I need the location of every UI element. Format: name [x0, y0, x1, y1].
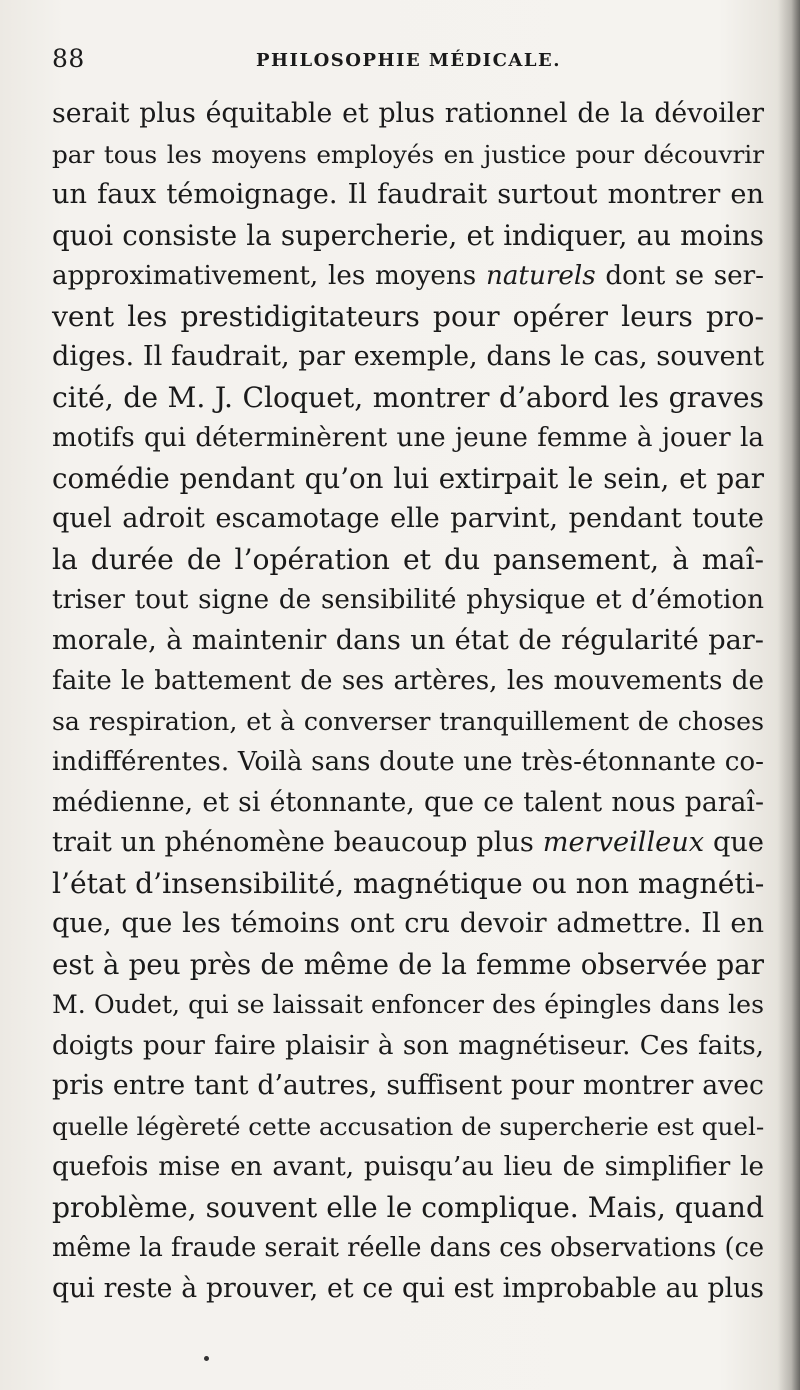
text-line: qui reste à prouver, et ce qui est improbable au plus	[52, 1272, 764, 1304]
text-line: la durée de l’opération et du pansement, à maî-	[52, 542, 764, 576]
text-line: quelle légèreté cette accusation de supercherie est quel-	[52, 1111, 765, 1141]
text-line: médienne, et si étonnante, que ce talent nous paraî-	[52, 786, 764, 818]
text-line: approximativement, les moyens naturels dont se ser-	[52, 261, 764, 291]
text-line: que, que les témoins ont cru devoir admettre. Il en	[52, 908, 764, 939]
text-line: M. Oudet, qui se laissait enfoncer des épingles dans les	[52, 990, 764, 1019]
text-line: l’état d’insensibilité, magnétique ou non magnéti-	[52, 866, 765, 900]
page-number: 88	[52, 44, 85, 73]
text-line: vent les prestidigitateurs pour opérer leurs pro-	[52, 299, 764, 333]
page-header	[52, 44, 752, 84]
text-line: doigts pour faire plaisir à son magnétiseur. Ces faits,	[52, 1030, 764, 1061]
text-line: quefois mise en avant, puisqu’au lieu de simplifier le	[52, 1152, 764, 1182]
text-line: sa respiration, et à converser tranquillement de choses	[52, 706, 764, 736]
text-line: morale, à maintenir dans un état de régularité par-	[52, 624, 764, 656]
text-line: est à peu près de même de la femme observée par	[52, 947, 764, 981]
text-line: par tous les moyens employés en justice pour découvrir	[52, 139, 764, 169]
text-line: même la fraude serait réelle dans ces observations (ce	[52, 1233, 765, 1263]
text-line: pris entre tant d’autres, suffisent pour montrer avec	[52, 1070, 764, 1101]
text-line: quel adroit escamotage elle parvint, pendant toute	[52, 503, 764, 534]
page-gutter-shadow	[778, 0, 800, 1390]
text-line: motifs qui déterminèrent une jeune femme à jouer la	[52, 423, 764, 453]
text-line: cité, de M. J. Cloquet, montrer d’abord les graves	[52, 380, 764, 414]
text-line: quoi consiste la supercherie, et indiquer, au moins	[52, 218, 764, 252]
running-title: PHILOSOPHIE MÉDICALE.	[256, 50, 562, 71]
text-line: comédie pendant qu’on lui extirpait le sein, et par	[52, 461, 764, 495]
text-line: faite le battement de ses artères, les mouvements de	[52, 666, 764, 696]
text-line: triser tout signe de sensibilité physique et d’émotion	[52, 585, 764, 615]
body-text	[52, 94, 764, 1309]
text-line: trait un phénomène beaucoup plus merveilleux que	[52, 827, 764, 858]
text-line: serait plus équitable et plus rationnel de la dévoiler	[52, 98, 764, 129]
text-line: diges. Il faudrait, par exemple, dans le cas, souvent	[52, 341, 764, 372]
ink-speck	[204, 1356, 209, 1361]
text-line: problème, souvent elle le complique. Mais, quand	[52, 1190, 764, 1224]
text-line: indifférentes. Voilà sans doute une très-étonnante co-	[52, 747, 764, 777]
text-line: un faux témoignage. Il faudrait surtout montrer en	[52, 179, 764, 210]
